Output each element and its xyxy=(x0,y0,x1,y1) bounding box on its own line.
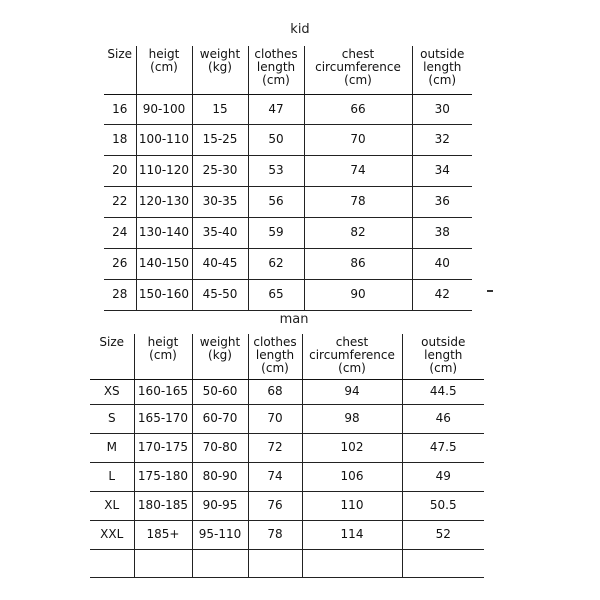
header-height: heigt (cm) xyxy=(136,46,192,94)
header-chest-circumference: chest circumference (cm) xyxy=(304,46,412,94)
cell-size: 16 xyxy=(104,94,136,124)
cell-chest-circumference: 98 xyxy=(302,404,402,433)
cell-weight: 15-25 xyxy=(192,124,248,155)
cell-height: 180-185 xyxy=(134,491,192,520)
man-table-title: man xyxy=(279,312,309,327)
cell-outside-length: 40 xyxy=(412,248,472,279)
cell-size: L xyxy=(90,462,134,491)
cell-outside-length: 32 xyxy=(412,124,472,155)
stray-mark xyxy=(487,290,493,292)
cell-chest-circumference: 94 xyxy=(302,379,402,404)
cell-clothes-length: 59 xyxy=(248,217,304,248)
cell-clothes-length: 62 xyxy=(248,248,304,279)
header-size: Size xyxy=(104,46,136,94)
cell-clothes-length: 56 xyxy=(248,186,304,217)
kid-table-title: kid xyxy=(290,22,310,37)
cell-chest-circumference: 74 xyxy=(304,155,412,186)
cell-chest-circumference: 66 xyxy=(304,94,412,124)
table-row xyxy=(104,186,472,217)
man-size-table xyxy=(90,334,484,578)
cell-chest-circumference: 78 xyxy=(304,186,412,217)
cell-size: M xyxy=(90,433,134,462)
cell-outside-length: 30 xyxy=(412,94,472,124)
table-row xyxy=(104,155,472,186)
cell-outside-length: 38 xyxy=(412,217,472,248)
cell-chest-circumference: 90 xyxy=(304,279,412,310)
cell-weight: 15 xyxy=(192,94,248,124)
table-row xyxy=(90,433,484,462)
table-row xyxy=(104,94,472,124)
cell-chest-circumference: 86 xyxy=(304,248,412,279)
cell-weight: 60-70 xyxy=(192,404,248,433)
cell-size: XXL xyxy=(90,520,134,549)
cell-size: XS xyxy=(90,379,134,404)
cell-size: 28 xyxy=(104,279,136,310)
cell-size xyxy=(90,549,134,577)
header-weight: weight (kg) xyxy=(192,46,248,94)
cell-height: 175-180 xyxy=(134,462,192,491)
table-row xyxy=(90,491,484,520)
header-weight: weight (kg) xyxy=(192,334,248,379)
cell-height: 160-165 xyxy=(134,379,192,404)
cell-clothes-length xyxy=(248,549,302,577)
cell-weight: 35-40 xyxy=(192,217,248,248)
header-chest-circumference: chest circumference (cm) xyxy=(302,334,402,379)
table-row xyxy=(90,520,484,549)
cell-chest-circumference: 110 xyxy=(302,491,402,520)
cell-outside-length: 52 xyxy=(402,520,484,549)
cell-chest-circumference: 106 xyxy=(302,462,402,491)
cell-clothes-length: 65 xyxy=(248,279,304,310)
cell-weight: 80-90 xyxy=(192,462,248,491)
cell-height: 170-175 xyxy=(134,433,192,462)
cell-clothes-length: 68 xyxy=(248,379,302,404)
kid-size-table xyxy=(104,46,472,311)
table-row xyxy=(90,549,484,577)
cell-outside-length: 46 xyxy=(402,404,484,433)
cell-height: 100-110 xyxy=(136,124,192,155)
table-row xyxy=(90,404,484,433)
cell-outside-length xyxy=(402,549,484,577)
cell-outside-length: 47.5 xyxy=(402,433,484,462)
cell-weight: 70-80 xyxy=(192,433,248,462)
table-row xyxy=(104,248,472,279)
cell-weight: 45-50 xyxy=(192,279,248,310)
header-outside-length: outside length (cm) xyxy=(402,334,484,379)
cell-chest-circumference: 70 xyxy=(304,124,412,155)
table-row xyxy=(104,124,472,155)
table-row xyxy=(90,462,484,491)
header-size: Size xyxy=(90,334,134,379)
cell-clothes-length: 78 xyxy=(248,520,302,549)
table-row xyxy=(104,279,472,310)
cell-chest-circumference: 114 xyxy=(302,520,402,549)
cell-clothes-length: 47 xyxy=(248,94,304,124)
cell-outside-length: 34 xyxy=(412,155,472,186)
cell-outside-length: 50.5 xyxy=(402,491,484,520)
header-clothes-length: clothes length (cm) xyxy=(248,334,302,379)
cell-height: 165-170 xyxy=(134,404,192,433)
cell-height: 150-160 xyxy=(136,279,192,310)
cell-weight: 50-60 xyxy=(192,379,248,404)
cell-height xyxy=(134,549,192,577)
cell-chest-circumference xyxy=(302,549,402,577)
cell-height: 130-140 xyxy=(136,217,192,248)
cell-clothes-length: 74 xyxy=(248,462,302,491)
cell-weight: 90-95 xyxy=(192,491,248,520)
cell-size: 18 xyxy=(104,124,136,155)
cell-clothes-length: 72 xyxy=(248,433,302,462)
cell-height: 110-120 xyxy=(136,155,192,186)
cell-chest-circumference: 102 xyxy=(302,433,402,462)
cell-clothes-length: 70 xyxy=(248,404,302,433)
cell-height: 120-130 xyxy=(136,186,192,217)
cell-weight xyxy=(192,549,248,577)
cell-size: 20 xyxy=(104,155,136,186)
header-height: heigt (cm) xyxy=(134,334,192,379)
header-outside-length: outside length (cm) xyxy=(412,46,472,94)
cell-size: 26 xyxy=(104,248,136,279)
cell-weight: 30-35 xyxy=(192,186,248,217)
cell-clothes-length: 53 xyxy=(248,155,304,186)
table-row xyxy=(104,217,472,248)
cell-weight: 40-45 xyxy=(192,248,248,279)
cell-outside-length: 42 xyxy=(412,279,472,310)
cell-clothes-length: 76 xyxy=(248,491,302,520)
header-clothes-length: clothes length (cm) xyxy=(248,46,304,94)
cell-chest-circumference: 82 xyxy=(304,217,412,248)
cell-weight: 25-30 xyxy=(192,155,248,186)
cell-outside-length: 49 xyxy=(402,462,484,491)
cell-weight: 95-110 xyxy=(192,520,248,549)
kid-header-row xyxy=(104,46,472,94)
cell-height: 185+ xyxy=(134,520,192,549)
cell-outside-length: 36 xyxy=(412,186,472,217)
man-header-row xyxy=(90,334,484,379)
table-row xyxy=(90,379,484,404)
cell-clothes-length: 50 xyxy=(248,124,304,155)
cell-size: 24 xyxy=(104,217,136,248)
cell-height: 140-150 xyxy=(136,248,192,279)
cell-size: XL xyxy=(90,491,134,520)
cell-size: S xyxy=(90,404,134,433)
cell-outside-length: 44.5 xyxy=(402,379,484,404)
cell-size: 22 xyxy=(104,186,136,217)
cell-height: 90-100 xyxy=(136,94,192,124)
